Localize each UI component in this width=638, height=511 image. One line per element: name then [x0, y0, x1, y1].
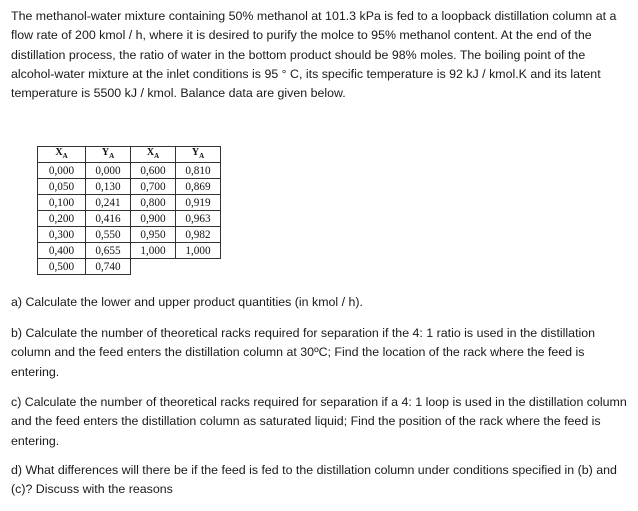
table-cell: 0,919: [176, 195, 221, 211]
table-cell: 0,000: [86, 163, 131, 179]
table-cell: 1,000: [176, 243, 221, 259]
table-cell: 0,050: [38, 179, 86, 195]
table-row: [38, 179, 221, 195]
table-header-row: [38, 147, 221, 163]
table-cell: 0,600: [131, 163, 176, 179]
header-xa-right: $X_A$: [131, 147, 176, 163]
table-cell: 0,241: [86, 195, 131, 211]
table-cell: 0,982: [176, 227, 221, 243]
table-cell: 0,416: [86, 211, 131, 227]
table-cell-empty: [131, 259, 176, 275]
table-row: [38, 243, 221, 259]
table-row: [38, 259, 221, 275]
table-cell: 0,810: [176, 163, 221, 179]
table-cell: 0,800: [131, 195, 176, 211]
table-row: [38, 211, 221, 227]
table-cell: 1,000: [131, 243, 176, 259]
problem-statement: The methanol-water mixture containing 50% methanol at 101.3 kPa is fed to a loopback distillation column at a flow rate of 200 kmol / h, where it is desired to purify the molce to 95% methanol content. At the end of the distillation process, the ratio of water in the bottom product should be 98% moles. The boiling point of the alcohol-water mixture at the inlet conditions is 95 ° C, its specific temperature is 92 kJ / kmol.K and its latent temperature is 5500 kJ / kmol. Balance data are given below.: [11, 9, 617, 101]
header-xa-left: $X_A$: [38, 147, 86, 163]
table-cell: 0,963: [176, 211, 221, 227]
question-b: b) Calculate the number of theoretical racks required for separation if the 4: 1 ratio is used in the distillation column and the feed enters the distillation column at 30ºC; Find the location of the rack where the feed is entering.: [11, 326, 596, 379]
table-cell: 0,740: [86, 259, 131, 275]
table-cell: 0,700: [131, 179, 176, 195]
header-ya-right: $Y_A$: [176, 147, 221, 163]
table-row: [38, 227, 221, 243]
table-row: [38, 163, 221, 179]
table-cell: 0,869: [176, 179, 221, 195]
question-a: a) Calculate the lower and upper product quantities (in kmol / h).: [11, 295, 363, 309]
table-cell-empty: [176, 259, 221, 275]
table-cell: 0,100: [38, 195, 86, 211]
table-cell: 0,655: [86, 243, 131, 259]
table-cell: 0,550: [86, 227, 131, 243]
table-cell: 0,200: [38, 211, 86, 227]
equilibrium-data-table: [37, 146, 221, 275]
header-ya-left: $Y_A$: [86, 147, 131, 163]
table-cell: 0,900: [131, 211, 176, 227]
question-c: c) Calculate the number of theoretical racks required for separation if a 4: 1 loop is used in the distillation column and the feed enters the distillation column as saturated liquid; Find the position of the rack where the feed is entering.: [11, 395, 627, 448]
table-cell: 0,300: [38, 227, 86, 243]
table-cell: 0,000: [38, 163, 86, 179]
table-cell: 0,400: [38, 243, 86, 259]
question-d: d) What differences will there be if the feed is fed to the distillation column under conditions specified in (b) and (c)? Discuss with the reasons: [11, 463, 617, 497]
table-cell: 0,500: [38, 259, 86, 275]
table-cell: 0,950: [131, 227, 176, 243]
table-row: [38, 195, 221, 211]
table-cell: 0,130: [86, 179, 131, 195]
